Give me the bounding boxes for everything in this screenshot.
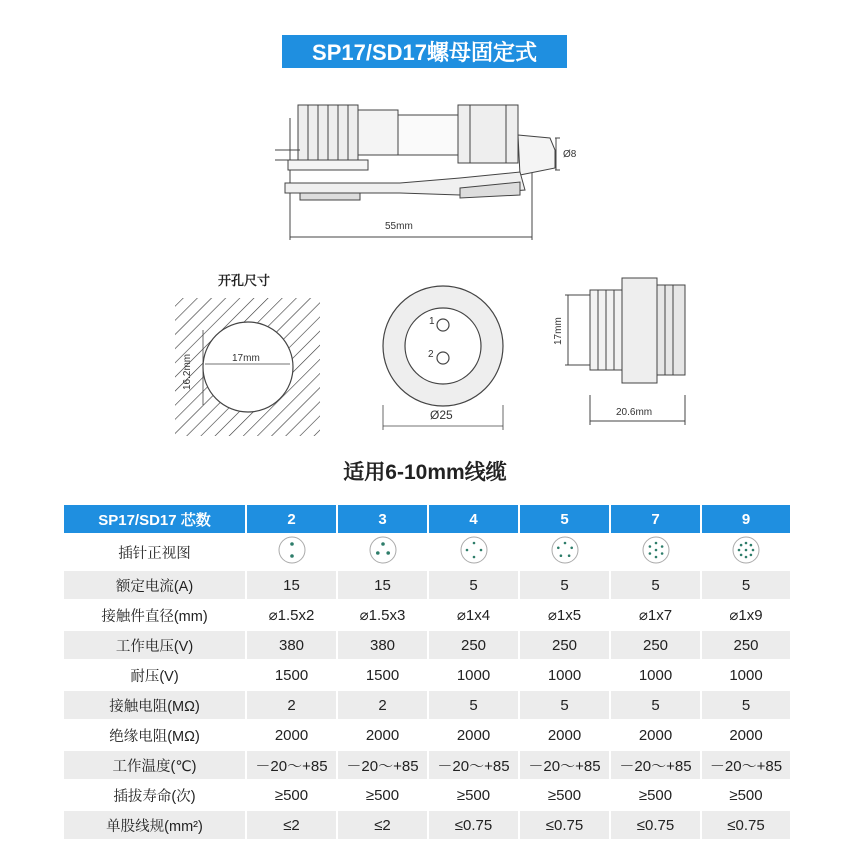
table-cell: 5 [428, 570, 519, 600]
table-cell: －20～+85 [428, 750, 519, 780]
pin-dot [381, 542, 385, 546]
row-label: 插拔寿命(次) [63, 780, 246, 810]
pin-dot [660, 545, 663, 548]
side-height-dimension: 17mm [553, 317, 564, 345]
table-cell: 1000 [701, 660, 791, 690]
pin-diagram-icon [277, 535, 307, 565]
table-cell: ⌀1x9 [701, 600, 791, 630]
table-cell: 250 [519, 630, 610, 660]
pin-layout-icon [519, 534, 610, 570]
header-cell: 9 [701, 504, 791, 534]
table-cell: ⌀1x4 [428, 600, 519, 630]
table-cell: －20～+85 [701, 750, 791, 780]
pin-dot [752, 549, 755, 552]
pin-dot [465, 549, 468, 552]
pin-2-label: 2 [428, 349, 434, 360]
pin-dot [290, 554, 294, 558]
table-row [63, 600, 791, 630]
header-cell: 7 [610, 504, 701, 534]
pin-dot [740, 544, 743, 547]
pin-1-label: 1 [429, 316, 435, 327]
table-row [63, 690, 791, 720]
pin-diagram-icon [550, 535, 580, 565]
pin-dot [570, 547, 573, 550]
row-label: 插针正视图 [63, 534, 246, 570]
spec-table [62, 503, 792, 841]
pin-layout-icon [610, 534, 701, 570]
table-row [63, 660, 791, 690]
table-cell: ≥500 [701, 780, 791, 810]
pin-dot [745, 556, 748, 559]
table-cell: ≥500 [337, 780, 428, 810]
table-cell: 2000 [519, 720, 610, 750]
pin-layout-icon [337, 534, 428, 570]
pin-dot [472, 556, 475, 559]
table-cell: 2000 [337, 720, 428, 750]
hole-height-dimension: 16.2mm [182, 353, 193, 390]
table-cell: 1500 [246, 660, 337, 690]
table-cell: －20～+85 [337, 750, 428, 780]
pin-dot [648, 545, 651, 548]
table-cell: 5 [701, 570, 791, 600]
row-label: 绝缘电阻(MΩ) [63, 720, 246, 750]
pin-dot [750, 554, 753, 557]
row-label: 接触电阻(MΩ) [63, 690, 246, 720]
pin-dot [660, 552, 663, 555]
pin-dot [738, 549, 741, 552]
table-cell: 5 [519, 690, 610, 720]
row-label: 额定电流(A) [63, 570, 246, 600]
table-cell: 2000 [701, 720, 791, 750]
table-cell: 5 [610, 690, 701, 720]
header-cell: 3 [337, 504, 428, 534]
header-cell: 2 [246, 504, 337, 534]
pin-dot [559, 554, 562, 557]
table-cell: 2 [337, 690, 428, 720]
table-row [63, 780, 791, 810]
pin-dot [479, 549, 482, 552]
pin-dot [750, 544, 753, 547]
table-row [63, 630, 791, 660]
table-cell: 5 [519, 570, 610, 600]
table-cell: ⌀1x5 [519, 600, 610, 630]
table-cell: －20～+85 [610, 750, 701, 780]
table-cell: 2000 [428, 720, 519, 750]
pin-diagram-icon [641, 535, 671, 565]
row-label: 接触件直径(mm) [63, 600, 246, 630]
table-cell: 5 [701, 690, 791, 720]
table-cell: 1500 [337, 660, 428, 690]
table-cell: ≤0.75 [428, 810, 519, 840]
pin-dot [745, 549, 748, 552]
table-cell: 15 [337, 570, 428, 600]
pin-dot [740, 554, 743, 557]
hole-width-dimension: 17mm [232, 353, 260, 364]
right-side-view-drawing [565, 278, 685, 425]
table-cell: 5 [610, 570, 701, 600]
pin-dot [654, 556, 657, 559]
table-cell: 250 [701, 630, 791, 660]
header-cell: 4 [428, 504, 519, 534]
table-cell: ≥500 [519, 780, 610, 810]
table-cell: ≥500 [246, 780, 337, 810]
table-cell: ≤0.75 [610, 810, 701, 840]
table-cell: 380 [246, 630, 337, 660]
table-header-row [63, 504, 791, 534]
table-cell: 1000 [428, 660, 519, 690]
pin-dot [557, 547, 560, 550]
side-width-dimension: 20.6mm [616, 407, 653, 418]
header-cell: 5 [519, 504, 610, 534]
hole-cutout-drawing [175, 298, 320, 436]
cable-diameter-dimension: Ø8 [563, 149, 577, 160]
pin-diagram-icon [368, 535, 398, 565]
pin-dot [290, 542, 294, 546]
pin-dot [376, 551, 380, 555]
table-row [63, 750, 791, 780]
pin-dot [567, 554, 570, 557]
pin-dot [472, 542, 475, 545]
pin-view-row [63, 534, 791, 570]
row-label: 单股线规(mm²) [63, 810, 246, 840]
table-cell: ≤2 [246, 810, 337, 840]
pin-diagram-icon [459, 535, 489, 565]
side-view-drawing [275, 105, 560, 240]
header-cell: SP17/SD17 芯数 [63, 504, 246, 534]
table-cell: ⌀1.5x3 [337, 600, 428, 630]
pin-layout-icon [428, 534, 519, 570]
front-diameter-dimension: Ø25 [430, 408, 453, 422]
table-cell: ≤0.75 [701, 810, 791, 840]
table-row [63, 720, 791, 750]
table-row [63, 570, 791, 600]
table-cell: 2000 [246, 720, 337, 750]
row-label: 耐压(V) [63, 660, 246, 690]
table-cell: ≥500 [610, 780, 701, 810]
table-cell: 5 [428, 690, 519, 720]
pin-diagram-icon [731, 535, 761, 565]
pin-dot [745, 542, 748, 545]
table-cell: ⌀1.5x2 [246, 600, 337, 630]
pin-dot [654, 542, 657, 545]
table-row [63, 810, 791, 840]
cable-range-subtitle: 适用6-10mm线缆 [343, 461, 507, 484]
table-cell: 250 [610, 630, 701, 660]
table-cell: ⌀1x7 [610, 600, 701, 630]
pin-dot [648, 552, 651, 555]
pin-layout-icon [246, 534, 337, 570]
row-label: 工作电压(V) [63, 630, 246, 660]
pin-layout-icon [701, 534, 791, 570]
table-cell: －20～+85 [246, 750, 337, 780]
length-dimension: 55mm [385, 221, 413, 232]
table-cell: 250 [428, 630, 519, 660]
hole-size-label: 开孔尺寸 [218, 273, 271, 288]
pin-dot [654, 549, 657, 552]
table-cell: ≤2 [337, 810, 428, 840]
page-title: SP17/SD17螺母固定式 [282, 35, 567, 68]
table-cell: 1000 [519, 660, 610, 690]
table-cell: 2000 [610, 720, 701, 750]
table-cell: ≤0.75 [519, 810, 610, 840]
table-cell: －20～+85 [519, 750, 610, 780]
table-cell: 15 [246, 570, 337, 600]
row-label: 工作温度(℃) [63, 750, 246, 780]
table-cell: 380 [337, 630, 428, 660]
table-cell: 2 [246, 690, 337, 720]
table-cell: ≥500 [428, 780, 519, 810]
table-cell: 1000 [610, 660, 701, 690]
pin-dot [386, 551, 390, 555]
pin-dot [563, 542, 566, 545]
